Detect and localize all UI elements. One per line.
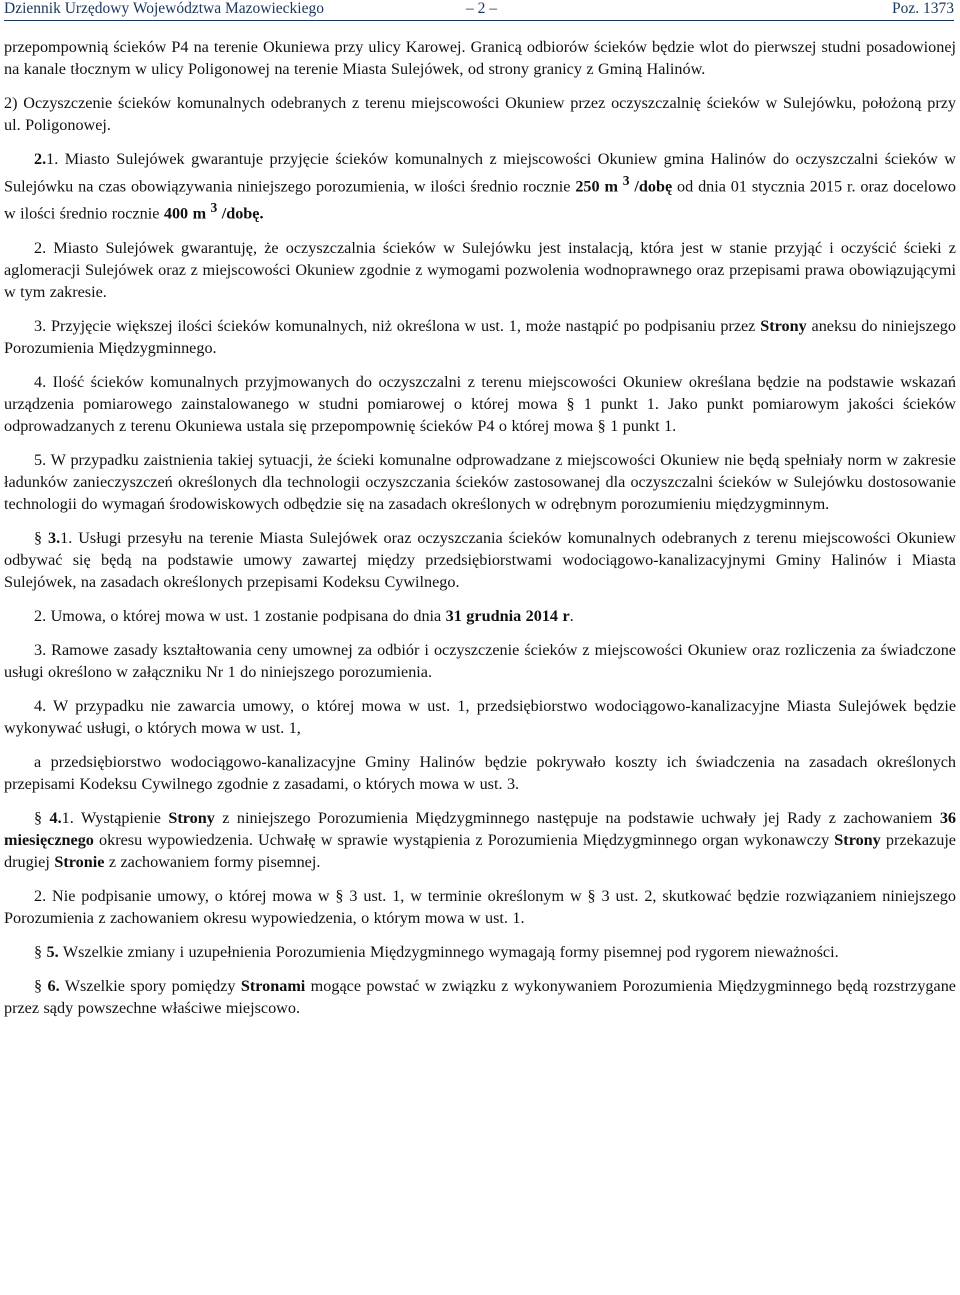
bold-text: Strony: [834, 830, 881, 849]
text-run: okresu wypowiedzenia. Uchwałę w sprawie wystąpienia z Porozumienia Międzygminnego organ wykonawczy: [93, 830, 835, 849]
text-run: .: [569, 606, 574, 625]
bold-text: 2.: [34, 150, 47, 168]
text-run: §: [34, 942, 47, 961]
item-number: Poz. 1373: [892, 0, 954, 17]
text-run: 3. Ramowe zasady kształtowania ceny umownej za odbiór i oczyszczenie ścieków z miejscowości Okuniew oraz rozliczenia za świadczone usługi określono w załączniku Nr 1 do niniejszego porozumienia.: [4, 640, 956, 681]
bold-text: 6.: [47, 976, 60, 995]
text-run: a przedsiębiorstwo wodociągowo-kanalizacyjne Gminy Halinów będzie pokrywało koszty ich świadczenia na zasadach określonych przepisami Kodeksu Cywilnego zgodnie z zasadami, o których mowa w ust. 3.: [4, 752, 956, 793]
text-run: §: [34, 808, 50, 827]
text-run: 1. Wystąpienie: [61, 808, 169, 827]
text-run: od dnia 01 stycznia 2015 r. oraz docelowo w ilości średnio rocznie: [4, 177, 956, 223]
paragraph: [4, 36, 956, 80]
bold-text: 3.: [48, 528, 61, 547]
bold-text: Strony: [760, 316, 807, 335]
paragraph: [4, 371, 956, 437]
paragraph: [4, 605, 956, 627]
paragraph: [4, 527, 956, 593]
paragraph: [4, 751, 956, 795]
text-run: mogące powstać w związku z wykonywaniem Porozumienia Międzygminnego będą rozstrzygane przez sądy powszechne właściwe miejscowo.: [4, 976, 956, 1017]
superscript: 3: [210, 200, 218, 216]
text-run: §: [34, 976, 48, 995]
paragraph: [4, 315, 956, 359]
bold-text: 250 m: [575, 177, 623, 196]
paragraph: [4, 449, 956, 515]
text-run: 2. Miasto Sulejówek gwarantuję, że oczyszczalnia ścieków w Sulejówku jest instalacją, która jest w stanie przyjąć i oczyścić ścieki z aglomeracji Sulejówek oraz z miejscowości Okuniew zgodnie z wymogami pozwolenia wodnoprawnego oraz przepisami prawa obowiązującymi w tym zakresie.: [4, 238, 956, 301]
bold-text: /dobę.: [217, 204, 264, 223]
bold-text: /dobę: [629, 177, 673, 196]
text-run: 3. Przyjęcie większej ilości ścieków komunalnych, niż określona w ust. 1, może nastąpić po podpisaniu przez: [34, 316, 761, 335]
text-run: z niniejszego Porozumienia Międzygminnego następuje na podstawie uchwały jej Rady z zachowaniem: [214, 808, 940, 827]
text-run: Wszelkie zmiany i uzupełnienia Porozumienia Międzygminnego wymagają formy pisemnej pod rygorem nieważności.: [58, 942, 839, 961]
text-run: przepompownią ścieków P4 na terenie Okuniewa przy ulicy Karowej. Granicą odbiorów ścieków będzie wlot do pierwszej studni posadowionej na kanale tłocznym w ulicy Poligonowej na terenie Miasta Sulejówek, od strony granicy z Gminą Halinów.: [4, 38, 956, 78]
text-run: 4. Ilość ścieków komunalnych przyjmowanych do oczyszczalni z terenu miejscowości Okuniew określana będzie na podstawie wskazań urządzenia pomiarowego zainstalowanego w studni pomiarowej o której mowa § 1 punkt 1. Jako punkt pomiarowym jakości ścieków odprowadzanych z terenu Okuniewa ustala się przepompownię ścieków P4 o której mowa § 1 punkt 1.: [4, 372, 956, 435]
paragraph: [4, 695, 956, 739]
text-run: 5. W przypadku zaistnienia takiej sytuacji, że ścieki komunalne odprowadzane z miejscowości Okuniew nie będą spełniały norm w zakresie ładunków zanieczyszczeń określonych dla technologii oczyszczania ścieków zastosowanej dla oczyszczalni ścieków w Sulejówku dostosowanie technologii do wymagań środowiskowych odbędzie się na zasadach określonych w odrębnym porozumieniu międzygminnym.: [4, 450, 956, 513]
bold-text: 4.: [49, 808, 62, 827]
bold-text: 400 m: [163, 204, 211, 223]
paragraph: [4, 975, 956, 1019]
paragraph: [4, 92, 956, 136]
superscript: 3: [622, 173, 630, 188]
bold-text: 31 grudnia 2014 r: [445, 606, 570, 625]
page-header: [4, 0, 954, 21]
page-number: – 2 –: [466, 0, 497, 17]
text-run: 4. W przypadku nie zawarcia umowy, o której mowa w ust. 1, przedsiębiorstwo wodociągowo-kanalizacyjne Miasta Sulejówek będzie wykonywać usługi, o których mowa w ust. 1,: [4, 696, 956, 737]
text-run: 1. Miasto Sulejówek gwarantuje przyjęcie ścieków komunalnych z miejscowości Okuniew gmina Halinów do oczyszczalni ścieków w Sulejówku na czas obowiązywania niniejszego porozumienia, w ilości średnio rocznie: [4, 150, 956, 196]
bold-text: 5.: [46, 942, 59, 961]
text-run: 2) Oczyszczenie ścieków komunalnych odebranych z terenu miejscowości Okuniew przez oczyszczalnię ścieków w Sulejówku, położoną przy ul. Poligonowej.: [4, 94, 956, 134]
text-run: §: [34, 528, 49, 547]
paragraph: [4, 148, 956, 225]
text-run: Wszelkie spory pomiędzy: [59, 976, 241, 995]
document-body: [4, 36, 956, 1031]
paragraph: [4, 941, 956, 963]
text-run: 2. Umowa, o której mowa w ust. 1 zostanie podpisana do dnia: [34, 606, 446, 625]
bold-text: Strony: [168, 808, 215, 827]
bold-text: Stronie: [54, 852, 105, 871]
text-run: aneksu do niniejszego Porozumienia Międzygminnego.: [4, 316, 956, 357]
paragraph: [4, 885, 956, 929]
paragraph: [4, 237, 956, 303]
text-run: 2. Nie podpisanie umowy, o której mowa w § 3 ust. 1, w terminie określonym w § 3 ust. 2, skutkować będzie rozwiązaniem niniejszego Porozumienia z zachowaniem okresu wypowiedzenia, o którym mowa w ust. 1.: [4, 886, 956, 927]
text-run: przekazuje drugiej: [4, 830, 956, 871]
publication-title: Dziennik Urzędowy Województwa Mazowieckiego: [4, 0, 324, 17]
text-run: 1. Usługi przesyłu na terenie Miasta Sulejówek oraz oczyszczania ścieków komunalnych odebranych z terenu miejscowości Okuniew odbywać się będą na podstawie umowy zawartej między przedsiębiorstwami wodociągowo-kanalizacyjnymi Gminy Halinów i Miasta Sulejówek, na zasadach określonych przepisami Kodeksu Cywilnego.: [4, 528, 956, 591]
paragraph: [4, 639, 956, 683]
bold-text: Stronami: [240, 976, 306, 995]
paragraph: [4, 807, 956, 873]
text-run: z zachowaniem formy pisemnej.: [104, 852, 321, 871]
bold-text: 36 miesięcznego: [4, 808, 956, 849]
